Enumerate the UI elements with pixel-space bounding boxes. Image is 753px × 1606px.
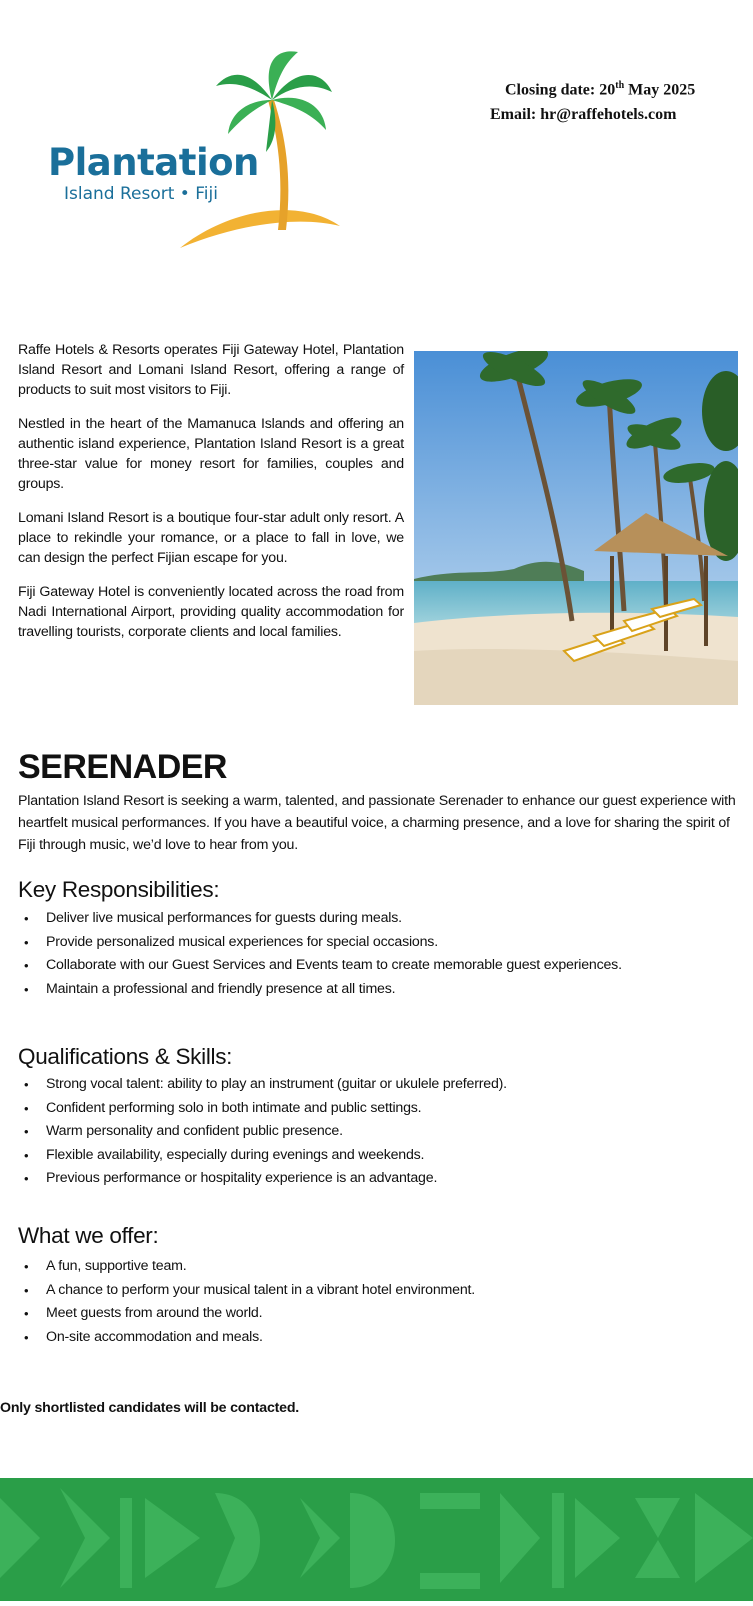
closing-date: Closing date: 20th May 2025 bbox=[505, 80, 696, 99]
list-item: • Maintain a professional and friendly presence at all times. bbox=[18, 978, 738, 1002]
intro-paragraph: Raffe Hotels & Resorts operates Fiji Gateway Hotel, Plantation Island Resort and Lomani Island Resort, offering a range of products to suit most visitors to Fiji. bbox=[18, 342, 404, 398]
responsibilities-heading: Key Responsibilities: bbox=[18, 877, 220, 902]
responsibilities-list bbox=[18, 907, 738, 1001]
list-item: • Provide personalized musical experiences for special occasions. bbox=[18, 931, 738, 955]
job-description: Plantation Island Resort is seeking a warm, talented, and passionate Serenader to enhance our guest experience with heartfelt musical performances. If you have a beautiful voice, a charming presence, and a love for sharing the spirit of Fiji through music, we’d love to hear from you. bbox=[18, 793, 736, 853]
list-item: • Previous performance or hospitality experience is an advantage. bbox=[18, 1167, 738, 1191]
offer-list bbox=[18, 1255, 738, 1349]
list-item: • A fun, supportive team. bbox=[18, 1255, 738, 1279]
list-item: • On-site accommodation and meals. bbox=[18, 1326, 738, 1350]
contact-email: Email: hr@raffehotels.com bbox=[490, 106, 677, 123]
list-item: • Deliver live musical performances for guests during meals. bbox=[18, 907, 738, 931]
resort-logo bbox=[40, 48, 350, 258]
intro-text bbox=[18, 340, 404, 656]
beach-photo bbox=[414, 351, 738, 705]
logo-title: Plantation bbox=[48, 141, 259, 184]
list-item: • Confident performing solo in both intimate and public settings. bbox=[18, 1097, 738, 1121]
list-item: • Flexible availability, especially during evenings and weekends. bbox=[18, 1144, 738, 1168]
footer-note: Only shortlisted candidates will be contacted. bbox=[0, 1400, 300, 1416]
intro-paragraph: Lomani Island Resort is a boutique four-star adult only resort. A place to rekindle your romance, or a place to fall in love, we can design the perfect Fijian escape for you. bbox=[18, 510, 404, 566]
logo-subtitle: Island Resort • Fiji bbox=[64, 184, 218, 204]
decorative-pattern-band bbox=[0, 1478, 753, 1601]
list-item: • Collaborate with our Guest Services and Events team to create memorable guest experiences. bbox=[18, 954, 738, 978]
list-item: • A chance to perform your musical talent in a vibrant hotel environment. bbox=[18, 1279, 738, 1303]
job-title: SERENADER bbox=[18, 748, 227, 786]
intro-paragraph: Fiji Gateway Hotel is conveniently located across the road from Nadi International Airport, providing quality accommodation for travelling tourists, corporate clients and local families. bbox=[18, 584, 404, 640]
list-item: • Strong vocal talent: ability to play an instrument (guitar or ukulele preferred). bbox=[18, 1073, 738, 1097]
offer-heading: What we offer: bbox=[18, 1223, 159, 1248]
list-item: • Meet guests from around the world. bbox=[18, 1302, 738, 1326]
qualifications-heading: Qualifications & Skills: bbox=[18, 1044, 233, 1069]
list-item: • Warm personality and confident public presence. bbox=[18, 1120, 738, 1144]
intro-paragraph: Nestled in the heart of the Mamanuca Islands and offering an authentic island experience, Plantation Island Resort is a great three-star value for money resort for families, couples and groups. bbox=[18, 416, 404, 492]
qualifications-list bbox=[18, 1073, 738, 1191]
